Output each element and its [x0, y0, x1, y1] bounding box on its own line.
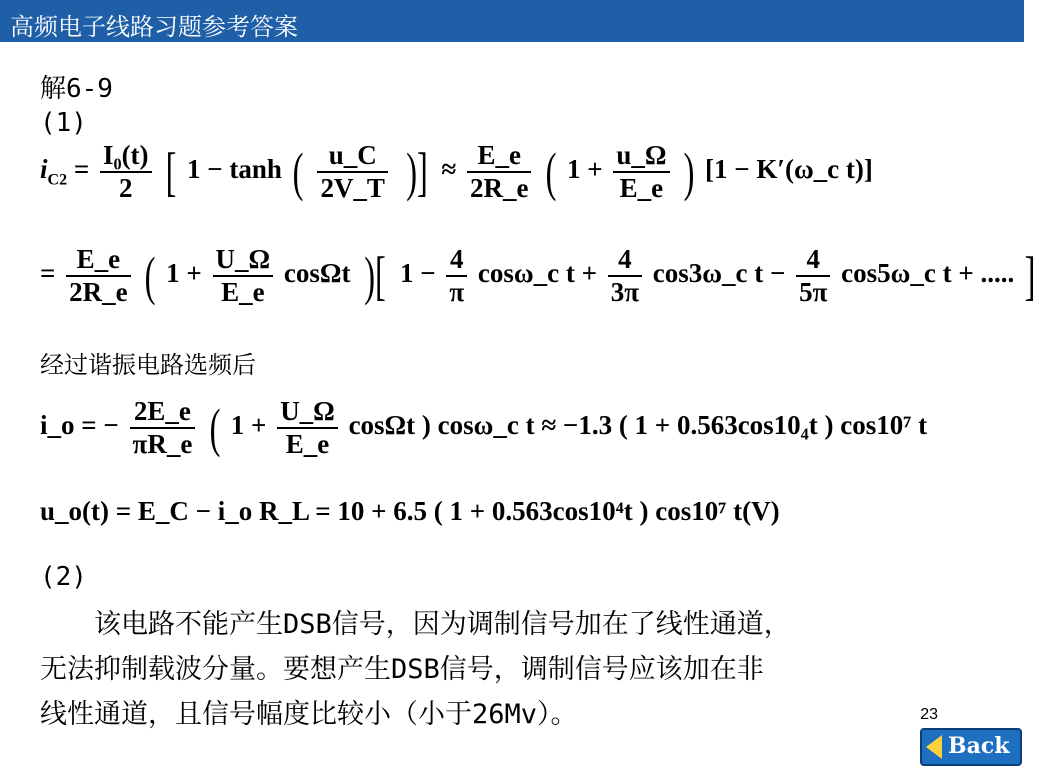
back-arrow-icon	[926, 735, 942, 759]
eq2-f3-den: 5π	[799, 277, 828, 307]
solution-label: 解6-9	[40, 74, 113, 104]
eq2-t2: cos3ω_c t −	[652, 258, 786, 289]
eq2-u-num: U_Ω	[213, 244, 274, 277]
paragraph-line: 无法抑制载波分量。要想产生DSB信号，调制信号应该加在非	[40, 654, 764, 685]
eq2-f1-num: 4	[446, 244, 467, 277]
eq2-equals: =	[40, 258, 56, 289]
explanation-paragraph	[40, 602, 960, 737]
eq1-paren-expr: 1 +	[566, 154, 603, 185]
paragraph-line: 线性通道，且信号幅度比较小（小于26Mv）。	[40, 699, 578, 730]
equation-1: $i_{C2}$ = $\frac{\text{I₀(t)}}{2}$ [ 1 − tanh ( $\frac{u\_C}{2V\_T}$ )] ≈ $\frac{E\_e}{2R\_e}$ ( 1 + $\frac{u\_\Omega}{E\_e}$ ) [1 − K′(ω_c t)]	[40, 140, 873, 203]
eq3-f-num: 2E_e	[130, 396, 196, 429]
eq2-fraction-2	[608, 244, 642, 308]
equation-4: u_o(t) = E_C − i_o R_L = 10 + 6.5 ( 1 + 0.563cos10⁴t ) cos10⁷ t(V)	[40, 496, 780, 526]
eq3-fraction-u	[277, 396, 338, 460]
page-number: 23	[920, 706, 938, 723]
eq1-approx: ≈	[441, 154, 457, 185]
eq1-ee-den: 2R_e	[470, 173, 529, 203]
eq2-fraction-3	[796, 244, 830, 308]
part1-label: (1)	[40, 108, 87, 138]
eq2-fraction-u	[213, 244, 274, 308]
eq2-t1: cosω_c t +	[477, 258, 597, 289]
eq1-fraction-i0	[100, 140, 152, 204]
eq1-fraction-ee	[467, 140, 531, 204]
eq1-ee-num: E_e	[467, 140, 531, 173]
eq2-fraction-1	[446, 244, 467, 308]
eq1-lhs: i	[40, 154, 48, 185]
eq3-rest: cosΩt ) cosω_c t ≈ −1.3 ( 1 + 0.563cos10₄t ) cos10⁷ t	[348, 410, 928, 441]
eq1-frac-num: I₀(t)	[100, 140, 152, 173]
eq1-inner-den: 2V_T	[320, 173, 385, 203]
eq2-fraction-ee	[66, 244, 130, 308]
eq1-uo-den: E_e	[619, 173, 664, 203]
eq3-lhs: i_o = −	[40, 410, 119, 441]
eq2-ee-den: 2R_e	[69, 277, 128, 307]
filter-text: 经过谐振电路选频后	[40, 351, 256, 379]
back-button[interactable]	[920, 728, 1022, 766]
eq1-inner-num: u_C	[317, 140, 388, 173]
eq1-tail: [1 − K′(ω_c t)]	[704, 154, 873, 185]
eq3-fraction-2ee	[130, 396, 196, 460]
eq2-b1: 1 −	[399, 258, 436, 289]
eq3-paren-a: 1 +	[230, 410, 267, 441]
eq1-uo-num: u_Ω	[613, 140, 669, 173]
title-bar	[0, 0, 1024, 42]
eq2-ee-num: E_e	[66, 244, 130, 277]
eq2-t3: cos5ω_c t + .....	[841, 258, 1015, 289]
equation-2: = $\frac{E\_e}{2R\_e}$ ( 1 + $\frac{U\_\Omega}{E\_e}$ cosΩt )[ 1 − $\frac{4}{\pi}$ cosω_c t + $\frac{4}{3\pi}$ cos3ω_c t − $\frac{4}{5\pi}$ cos5ω_c t + ..... ]	[40, 244, 1036, 307]
eq1-lhs-sub: C2	[47, 171, 68, 189]
equation-3: i_o = − $\frac{2E\_e}{\pi R\_e}$ ( 1 + $\frac{U\_\Omega}{E\_e}$ cosΩt ) cosω_c t ≈ −1.3 ( 1 + 0.563cos10₄t ) cos10⁷ t	[40, 396, 928, 459]
eq2-f3-num: 4	[796, 244, 830, 277]
eq1-equals: =	[73, 154, 90, 185]
eq3-u-den: E_e	[285, 429, 330, 459]
eq3-f-den: πR_e	[132, 429, 193, 459]
eq2-f1-den: π	[449, 277, 465, 307]
slide-title: 高频电子线路习题参考答案	[10, 13, 298, 41]
eq1-bracket-expr: 1 − tanh	[187, 154, 282, 185]
eq2-u-den: E_e	[221, 277, 265, 307]
eq1-fraction-uo	[613, 140, 669, 204]
eq2-paren-a: 1 +	[166, 258, 202, 289]
eq1-frac-den: 2	[119, 173, 133, 203]
paragraph-line: 该电路不能产生DSB信号，因为调制信号加在了线性通道，	[40, 609, 791, 640]
eq2-f2-num: 4	[608, 244, 642, 277]
eq1-fraction-uc	[317, 140, 388, 204]
eq2-cos-term: cosΩt	[283, 258, 351, 289]
back-button-label: Back	[948, 733, 1010, 759]
part2-label: (2)	[40, 562, 87, 592]
eq2-f2-den: 3π	[610, 277, 640, 307]
eq3-u-num: U_Ω	[277, 396, 338, 429]
